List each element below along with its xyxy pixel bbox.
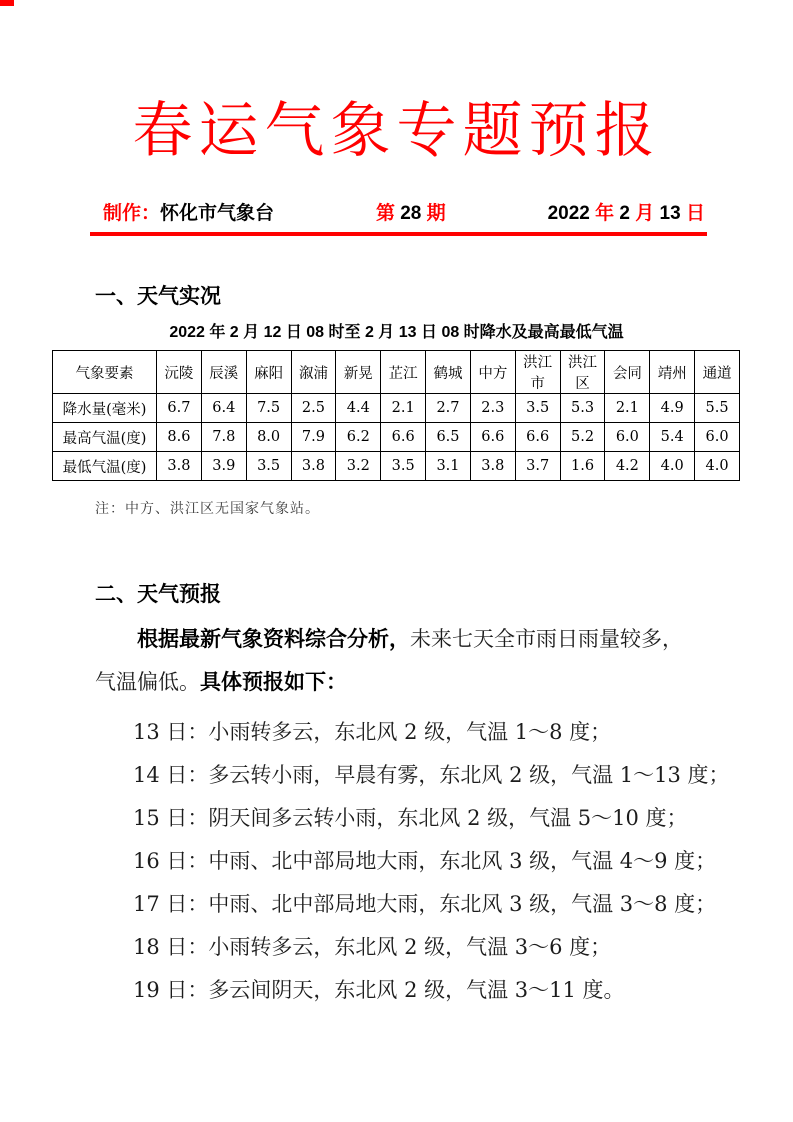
text-segment: 13 [654, 203, 686, 224]
forecast-item: 14 日：多云转小雨，早晨有雾，东北风 2 级，气温 1～13 度； [133, 763, 730, 787]
cell-value: 6.6 [515, 423, 560, 452]
table-header-cell: 通道 [695, 351, 740, 394]
corner-red-mark [0, 0, 14, 6]
table-header-cell: 芷江 [381, 351, 426, 394]
header-producer [103, 198, 274, 225]
intro-line [95, 661, 701, 704]
table-header-cell: 新晃 [336, 351, 381, 394]
cell-value: 2.1 [381, 394, 426, 423]
header-divider-rule [90, 232, 707, 236]
cell-value: 1.6 [560, 452, 605, 481]
table-header-cell: 溆浦 [291, 351, 336, 394]
cell-value: 4.0 [650, 452, 695, 481]
table-header-cell: 洪江市 [515, 351, 560, 394]
table-header-cell: 中方 [470, 351, 515, 394]
row-label: 最低气温(度) [53, 452, 157, 481]
table-header-cell: 洪江区 [560, 351, 605, 394]
weather-table [52, 350, 740, 481]
text-segment: 具体预报如下： [200, 671, 347, 694]
cell-value: 4.2 [605, 452, 650, 481]
cell-value: 7.9 [291, 423, 336, 452]
text-segment: 气温偏低。 [95, 670, 200, 694]
cell-value: 3.8 [291, 452, 336, 481]
table-body [53, 394, 740, 481]
table-header-cell: 靖州 [650, 351, 695, 394]
cell-value: 6.2 [336, 423, 381, 452]
cell-value: 4.4 [336, 394, 381, 423]
forecast-item: 13 日：小雨转多云，东北风 2 级，气温 1～8 度； [133, 720, 612, 744]
cell-value: 6.0 [605, 423, 650, 452]
cell-value: 3.5 [515, 394, 560, 423]
header-date [548, 198, 705, 225]
text-segment: 未来七天全市雨日雨量较多， [410, 627, 683, 651]
cell-value: 5.3 [560, 394, 605, 423]
table-header-cell: 辰溪 [201, 351, 246, 394]
cell-value: 6.6 [381, 423, 426, 452]
cell-value: 3.5 [381, 452, 426, 481]
text-segment: 第 [375, 203, 401, 224]
table-note: 注：中方、洪江区无国家气象站。 [95, 501, 320, 517]
cell-value: 2.5 [291, 394, 336, 423]
text-segment: 制作： [103, 203, 161, 224]
cell-value: 3.2 [336, 452, 381, 481]
forecast-item: 15 日：阴天间多云转小雨，东北风 2 级，气温 5～10 度； [133, 806, 688, 830]
cell-value: 5.5 [695, 394, 740, 423]
document-header [103, 198, 705, 225]
table-header-cell: 沅陵 [157, 351, 202, 394]
cell-value: 2.7 [426, 394, 471, 423]
cell-value: 6.6 [470, 423, 515, 452]
row-label: 最高气温(度) [53, 423, 157, 452]
cell-value: 2.3 [470, 394, 515, 423]
table-header-cell: 鹤城 [426, 351, 471, 394]
cell-value: 6.4 [201, 394, 246, 423]
cell-value: 5.4 [650, 423, 695, 452]
row-label: 降水量(毫米) [53, 394, 157, 423]
cell-value: 3.8 [470, 452, 515, 481]
cell-value: 3.1 [426, 452, 471, 481]
text-segment: 根据最新气象资料综合分析， [137, 628, 410, 651]
forecast-item: 19 日：多云间阴天，东北风 2 级，气温 3～11 度。 [133, 978, 625, 1002]
cell-value: 5.2 [560, 423, 605, 452]
table-header-cell: 气象要素 [53, 351, 157, 394]
cell-value: 3.5 [246, 452, 291, 481]
text-segment: 期 [421, 203, 446, 224]
intro-line [95, 618, 701, 661]
cell-value: 8.0 [246, 423, 291, 452]
forecast-intro [95, 618, 701, 704]
table-row [53, 394, 740, 423]
text-segment: 日 [685, 203, 705, 224]
cell-value: 7.5 [246, 394, 291, 423]
cell-value: 4.9 [650, 394, 695, 423]
weather-table-title: 2022 年 2 月 12 日 08 时至 2 月 13 日 08 时降水及最高最低气温 [169, 324, 624, 341]
cell-value: 3.8 [157, 452, 202, 481]
forecast-item: 18 日：小雨转多云，东北风 2 级，气温 3～6 度； [133, 935, 612, 959]
cell-value: 3.7 [515, 452, 560, 481]
text-segment: 年 [595, 203, 615, 224]
cell-value: 6.5 [426, 423, 471, 452]
cell-value: 3.9 [201, 452, 246, 481]
table-header-cell: 会同 [605, 351, 650, 394]
section1-heading: 一、天气实况 [95, 285, 221, 308]
header-issue-number [376, 198, 446, 225]
cell-value: 4.0 [695, 452, 740, 481]
cell-value: 8.6 [157, 423, 202, 452]
table-header-cell: 麻阳 [246, 351, 291, 394]
document-title: 春运气象专题预报 [132, 96, 661, 166]
text-segment: 28 [400, 203, 422, 224]
forecast-item: 16 日：中雨、北中部局地大雨，东北风 3 级，气温 4～9 度； [133, 849, 717, 873]
forecast-item: 17 日：中雨、北中部局地大雨，东北风 3 级，气温 3～8 度； [133, 892, 717, 916]
cell-value: 6.0 [695, 423, 740, 452]
section2-heading: 二、天气预报 [95, 583, 221, 606]
table-row [53, 452, 740, 481]
cell-value: 6.7 [157, 394, 202, 423]
text-segment: 月 [635, 203, 655, 224]
table-row [53, 423, 740, 452]
cell-value: 7.8 [201, 423, 246, 452]
text-segment: 2 [614, 203, 636, 224]
cell-value: 2.1 [605, 394, 650, 423]
table-header-row [53, 351, 740, 394]
forecast-list [133, 711, 793, 1012]
text-segment: 怀化市气象台 [160, 203, 275, 224]
text-segment: 2022 [547, 203, 596, 224]
